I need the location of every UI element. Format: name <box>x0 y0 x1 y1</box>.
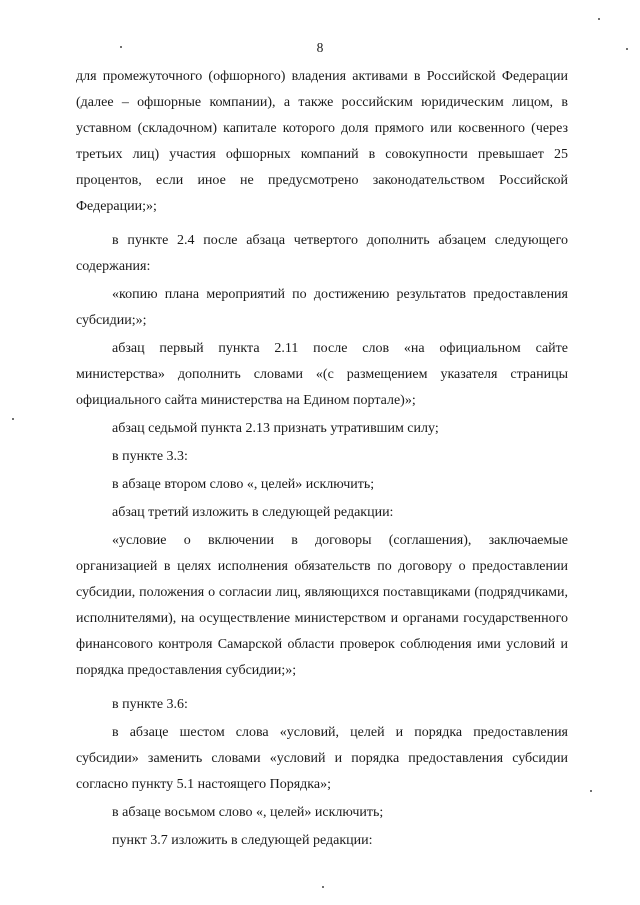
paragraph-eighth-abzac: в абзаце восьмом слово «, целей» исключить; <box>112 805 384 820</box>
scan-speck <box>590 790 592 792</box>
paragraph-offshore-continuation: для промежуточного (офшорного) владения активами в Российской Федерации (далее – офшорные компании), а также российским юридическим лицом, в уставном (складочном) капитале которого доля прямого или косвенного (через третьих лиц) участия офшорных компаний в совокупности превышает 25 процентов, если иное не предусмотрено законодательством Российской Федерации;»; <box>76 69 568 214</box>
paragraph-clause-2-11: абзац первый пункта 2.11 после слов «на официальном сайте министерства» дополнить словами «(с размещением указателя страницы официального сайта министерства на Едином портале)»; <box>76 341 568 408</box>
scan-speck <box>626 48 628 50</box>
page-number: 8 <box>316 40 324 55</box>
paragraph-clause-3-7: пункт 3.7 изложить в следующей редакции: <box>112 833 373 848</box>
scan-speck <box>322 886 324 888</box>
document-body <box>76 64 568 854</box>
scan-speck <box>598 18 600 20</box>
scan-speck <box>12 418 14 420</box>
paragraph-clause-3-3: в пункте 3.3: <box>112 449 188 464</box>
paragraph-sixth-abzac: в абзаце шестом слова «условий, целей и порядка предоставления субсидии» заменить словами «условий и порядка предоставления субсидии согласно пункту 5.1 настоящего Порядка»; <box>76 725 568 792</box>
paragraph-plan-copy: «копию плана мероприятий по достижению результатов предоставления субсидии;»; <box>76 287 568 328</box>
paragraph-condition-quote: «условие о включении в договоры (соглашения), заключаемые организацией в целях исполнения обязательств по договору о предоставлении субсидии, положения о согласии лиц, являющихся поставщиками (подрядчиками, исполнителями), на осуществление министерством и органами государственного финансового контроля Самарской области проверок соблюдения ими условий и порядка предоставления субсидии;»; <box>76 533 568 678</box>
scan-speck <box>120 46 122 48</box>
paragraph-clause-2-13: абзац седьмой пункта 2.13 признать утратившим силу; <box>112 421 439 436</box>
paragraph-third-abzac: абзац третий изложить в следующей редакции: <box>112 505 394 520</box>
paragraph-clause-3-6: в пункте 3.6: <box>112 697 188 712</box>
paragraph-second-abzac: в абзаце втором слово «, целей» исключить; <box>112 477 375 492</box>
paragraph-clause-2-4: в пункте 2.4 после абзаца четвертого дополнить абзацем следующего содержания: <box>76 233 568 274</box>
